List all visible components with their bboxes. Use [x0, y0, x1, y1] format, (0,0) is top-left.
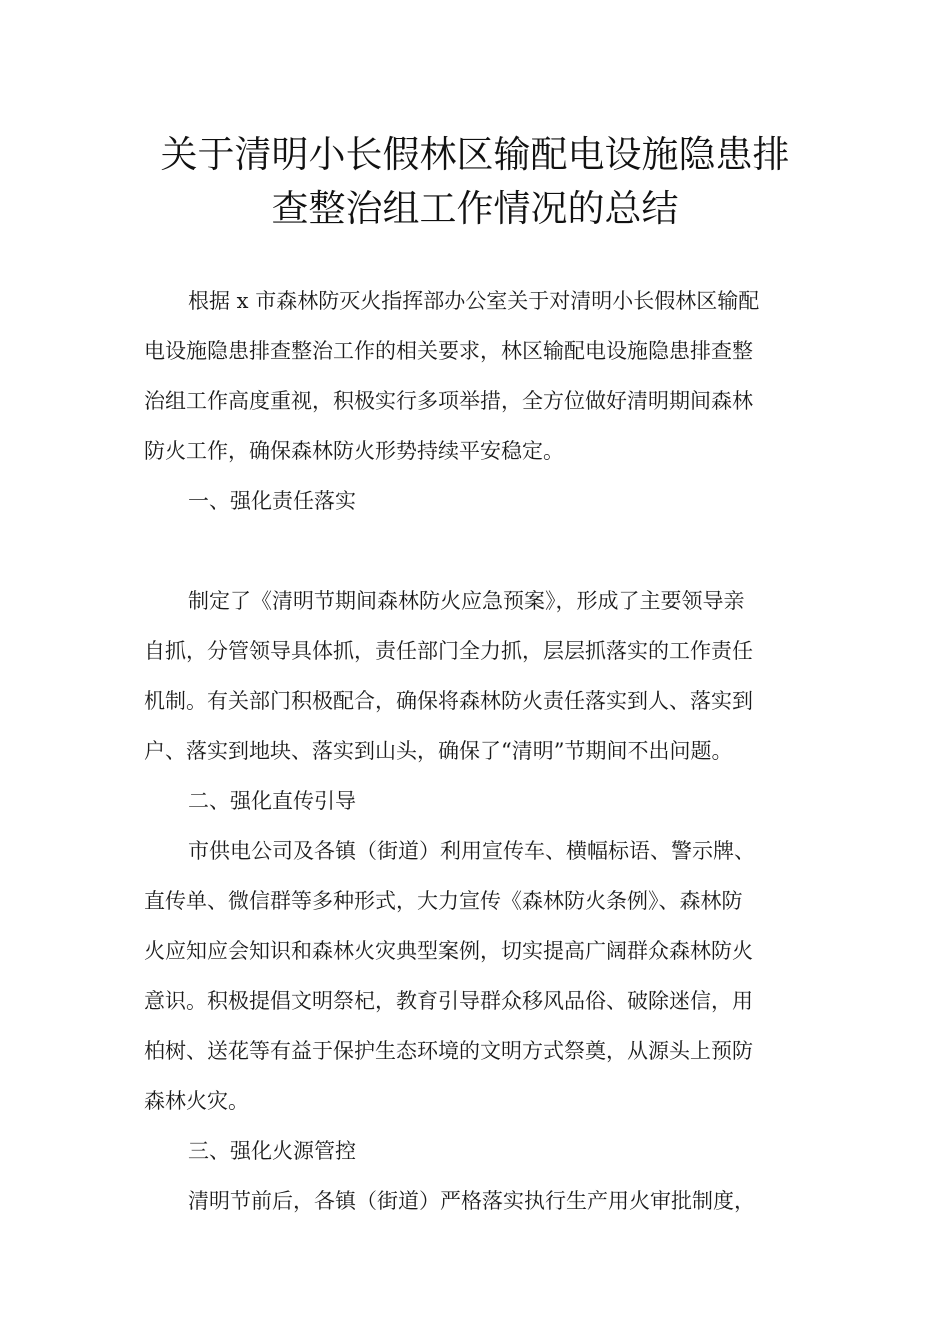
paragraph-line: 户、落实到地块、落实到山头，确保了“清明”节期间不出问题。: [144, 739, 733, 763]
paragraph-line: 市供电公司及各镇（街道）利用宣传车、横幅标语、警示牌、: [188, 839, 755, 863]
paragraph-line: 制定了《清明节期间森林防火应急预案》，形成了主要领导亲: [188, 589, 745, 613]
document-title: [120, 128, 830, 236]
section-heading-3: 三、强化火源管控: [188, 1139, 356, 1163]
paragraph-line: 清明节前后，各镇（街道）严格落实执行生产用火审批制度，: [188, 1189, 755, 1213]
paragraph-line: 防火工作，确保森林防火形势持续平安稳定。: [144, 439, 564, 463]
section-3-paragraph: [144, 1176, 808, 1226]
section-heading-2: 二、强化直传引导: [188, 789, 356, 813]
paragraph-line: 自抓，分管领导具体抓，责任部门全力抓，层层抓落实的工作责任: [144, 639, 753, 663]
paragraph-line: 火应知应会知识和森林火灾典型案例，切实提高广阔群众森林防火: [144, 939, 753, 963]
paragraph-line: 电设施隐患排查整治工作的相关要求，林区输配电设施隐患排查整: [144, 339, 753, 363]
section-1-paragraph: [144, 576, 808, 776]
paragraph-line: 意识。积极提倡文明祭杞，教育引导群众移风品俗、破除迷信，用: [144, 989, 753, 1013]
section-2-paragraph: [144, 826, 808, 1126]
title-line-1: 关于清明小长假林区输配电设施隐患排: [160, 133, 790, 176]
paragraph-line: 直传单、微信群等多种形式，大力宣传《森林防火条例》、森林防: [144, 889, 743, 913]
paragraph-line: 机制。有关部门积极配合，确保将森林防火责任落实到人、落实到: [144, 689, 753, 713]
intro-paragraph: [144, 276, 808, 476]
title-line-2: 查整治组工作情况的总结: [271, 187, 679, 230]
paragraph-line: 森林火灾。: [144, 1089, 249, 1113]
section-heading-1: 一、强化责任落实: [188, 489, 356, 513]
paragraph-line: 治组工作高度重视，积极实行多项举措，全方位做好清明期间森林: [144, 389, 753, 413]
paragraph-line: 根据 x 市森林防灭火指挥部办公室关于对清明小长假林区输配: [188, 289, 760, 313]
paragraph-line: 柏树、送花等有益于保护生态环境的文明方式祭奠，从源头上预防: [144, 1039, 753, 1063]
